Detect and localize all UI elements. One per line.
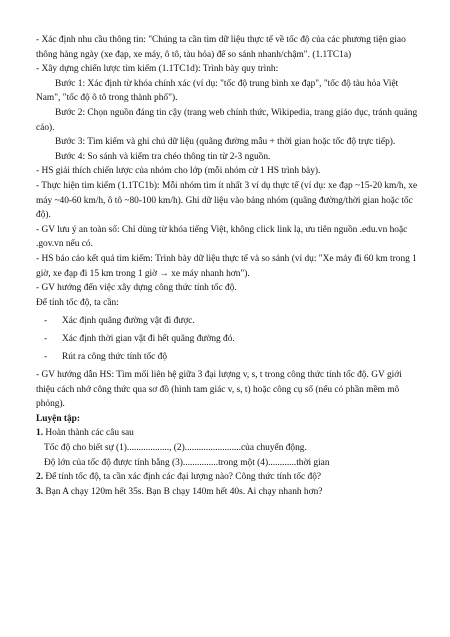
question-number: 3. (36, 486, 44, 497)
text-strategy: - Xây dựng chiến lược tìm kiếm (1.1TC1d): Trình bày quy trình: (36, 64, 279, 75)
list-item-text: Xác định quãng đường vật đi được. (62, 315, 195, 326)
text-step-4: Bước 4: So sánh và kiểm tra chéo thông tin từ 2-3 nguồn. (55, 151, 271, 162)
question-3 (36, 485, 418, 500)
bullet-marker: - (44, 351, 48, 362)
text-step-1: Bước 1: Xác định từ khóa chính xác (ví dụ: "tốc độ trung bình xe đạp", "tốc độ tàu hỏa Việt Nam", "tốc độ ô tô trong thành phố"). (36, 78, 399, 104)
text-need-info: - Xác định nhu cầu thông tin: "Chúng ta cần tìm dữ liệu thực tế về tốc độ của các phương tiện giao thông hàng ngày (xe đạp, xe máy, ô tô, tàu hỏa) để so sánh nhanh/chậm". (1.1TC1a) (36, 35, 406, 60)
question-number: 1. (36, 428, 44, 439)
list-item (36, 314, 418, 329)
question-text: Bạn A chạy 120m hết 35s. Bạn B chạy 140m hết 40s. Ai chạy nhanh hơn? (43, 486, 323, 497)
text-do-search: - Thực hiện tìm kiếm (1.1TC1b): Mỗi nhóm tìm ít nhất 3 ví dụ thực tế (ví dụ: xe đạp ~15-20 km/h, xe máy ~40-60 km/h, ô tô ~80-100 km/h). Ghi dữ liệu vào bảng nhóm (quãng đường/thời gian hoặc tốc độ). (36, 180, 418, 221)
question-1 (36, 426, 418, 441)
list-item-text: Xác định thời gian vật đi hết quãng đường đó. (62, 333, 235, 344)
document-page (36, 33, 418, 499)
text-teacher-guide: - GV hướng dẫn HS: Tìm mối liên hệ giữa 3 đại lượng v, s, t trong công thức tính tốc độ. GV giới thiệu cách nhớ công thức qua sơ đồ (hình tam giác v, s, t) hoặc công cụ số (nếu có phần mềm mô phỏng). (36, 370, 402, 410)
list-item (36, 332, 418, 347)
question-text: Hoàn thành các câu sau (43, 428, 134, 439)
text-step-2: Bước 2: Chọn nguồn đáng tin cậy (trang web chính thức, Wikipedia, trang giáo dục, tránh quảng cáo). (36, 107, 418, 133)
question-1-line-b: Độ lớn của tốc độ được tính bằng (3)...............trong một (4)............thời gian (44, 457, 330, 468)
question-number: 2. (36, 472, 44, 483)
question-1-line-a: Tốc độ cho biết sự (1).................., (2)........................của chuyển động. (44, 443, 307, 454)
list-item-text: Rút ra công thức tính tốc độ (62, 351, 168, 362)
text-report: - HS báo cáo kết quả tìm kiếm: Trình bày dữ liệu thực tế và so sánh (ví dụ: "Xe máy đi 60 km trong 1 giờ, xe đạp đi 15 km trong 1 giờ → xe máy nhanh hơn"). (36, 253, 417, 279)
text-explain-strategy: - HS giải thích chiến lược của nhóm cho lớp (mỗi nhóm cử 1 HS trình bày). (36, 166, 321, 177)
text-safety-note: - GV lưu ý an toàn số: Chỉ dùng từ khóa tiếng Việt, không click link lạ, ưu tiên nguồn .edu.vn hoặc .gov.vn nếu có. (36, 224, 408, 250)
text-step-3: Bước 3: Tìm kiếm và ghi chú dữ liệu (quãng đường mẫu + thời gian hoặc tốc độ trực tiếp). (55, 137, 396, 148)
text-formula-intro: - GV hướng đến việc xây dựng công thức tính tốc độ. (36, 283, 237, 294)
bullet-marker: - (44, 333, 48, 344)
bullet-marker: - (44, 315, 48, 326)
practice-heading: Luyện tập: (36, 413, 81, 424)
list-item (36, 350, 418, 365)
question-2 (36, 470, 418, 485)
question-text: Để tính tốc độ, ta cần xác định các đại lượng nào? Công thức tính tốc độ? (43, 472, 322, 483)
text-need-list-intro: Để tính tốc độ, ta cần: (36, 297, 119, 308)
